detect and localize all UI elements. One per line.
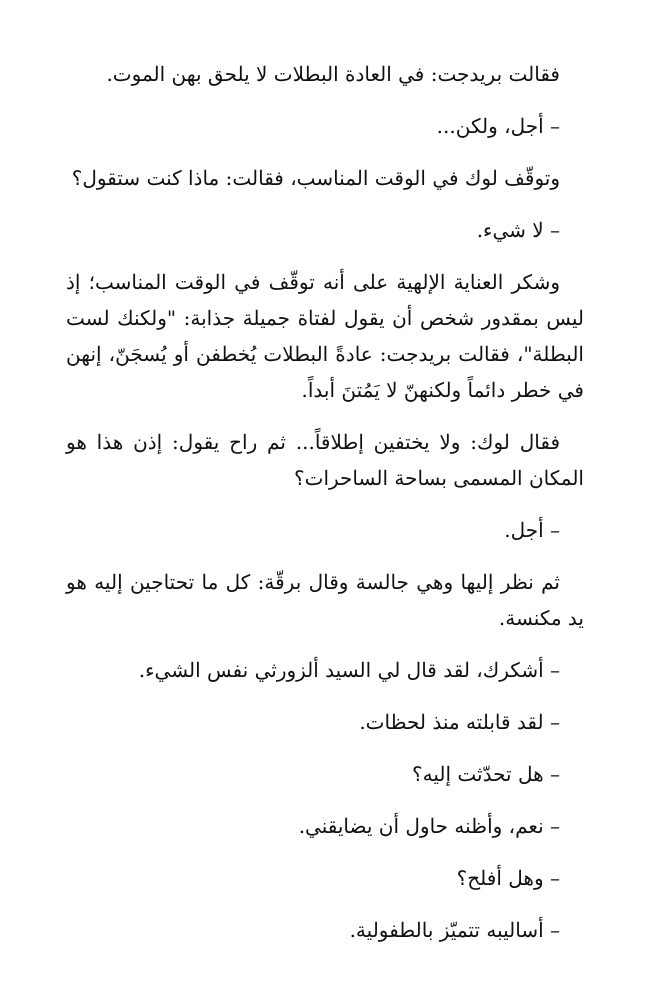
paragraph-3: وشكر العناية الإلهية على أنه توقّف في الوقت المناسب؛ إذ ليس بمقدور شخص أن يقول لفتاة جميلة جذابة: "ولكنك لست البطلة"، فقالت بريدجت: عادةً البطلات يُخطفن أو يُسجَنّ، إنهن في خطر دائماً ولكنهنّ لا يَمُتنَ أبداً.: [66, 270, 584, 402]
dialogue-line-2: – لا شيء.: [476, 218, 560, 242]
dialogue-line-4: – أشكرك، لقد قال لي السيد ألزورثي نفس الشيء.: [138, 658, 560, 682]
dialogue-line-7: – نعم، وأظنه حاول أن يضايقني.: [298, 814, 560, 838]
dialogue-line-5: – لقد قابلته منذ لحظات.: [359, 710, 560, 734]
paragraph-1: فقالت بريدجت: في العادة البطلات لا يلحق بهن الموت.: [106, 62, 560, 86]
paragraph-5: ثم نظر إليها وهي جالسة وقال برقّة: كل ما تحتاجين إليه هو يد مكنسة.: [66, 570, 584, 630]
book-page: [66, 56, 584, 964]
dialogue-line-9: – أساليبه تتميّز بالطفولية.: [349, 918, 560, 942]
dialogue-line-6: – هل تحدّثت إليه؟: [412, 762, 560, 786]
dialogue-line-1: – أجل، ولكن...: [436, 114, 560, 138]
paragraph-2: وتوقّف لوك في الوقت المناسب، فقالت: ماذا كنت ستقول؟: [71, 166, 560, 190]
dialogue-line-8: – وهل أفلح؟: [456, 866, 560, 890]
dialogue-line-3: – أجل.: [504, 518, 560, 542]
paragraph-4: فقال لوك: ولا يختفين إطلاقاً... ثم راح يقول: إذن هذا هو المكان المسمى بساحة الساحرات؟: [66, 430, 584, 490]
